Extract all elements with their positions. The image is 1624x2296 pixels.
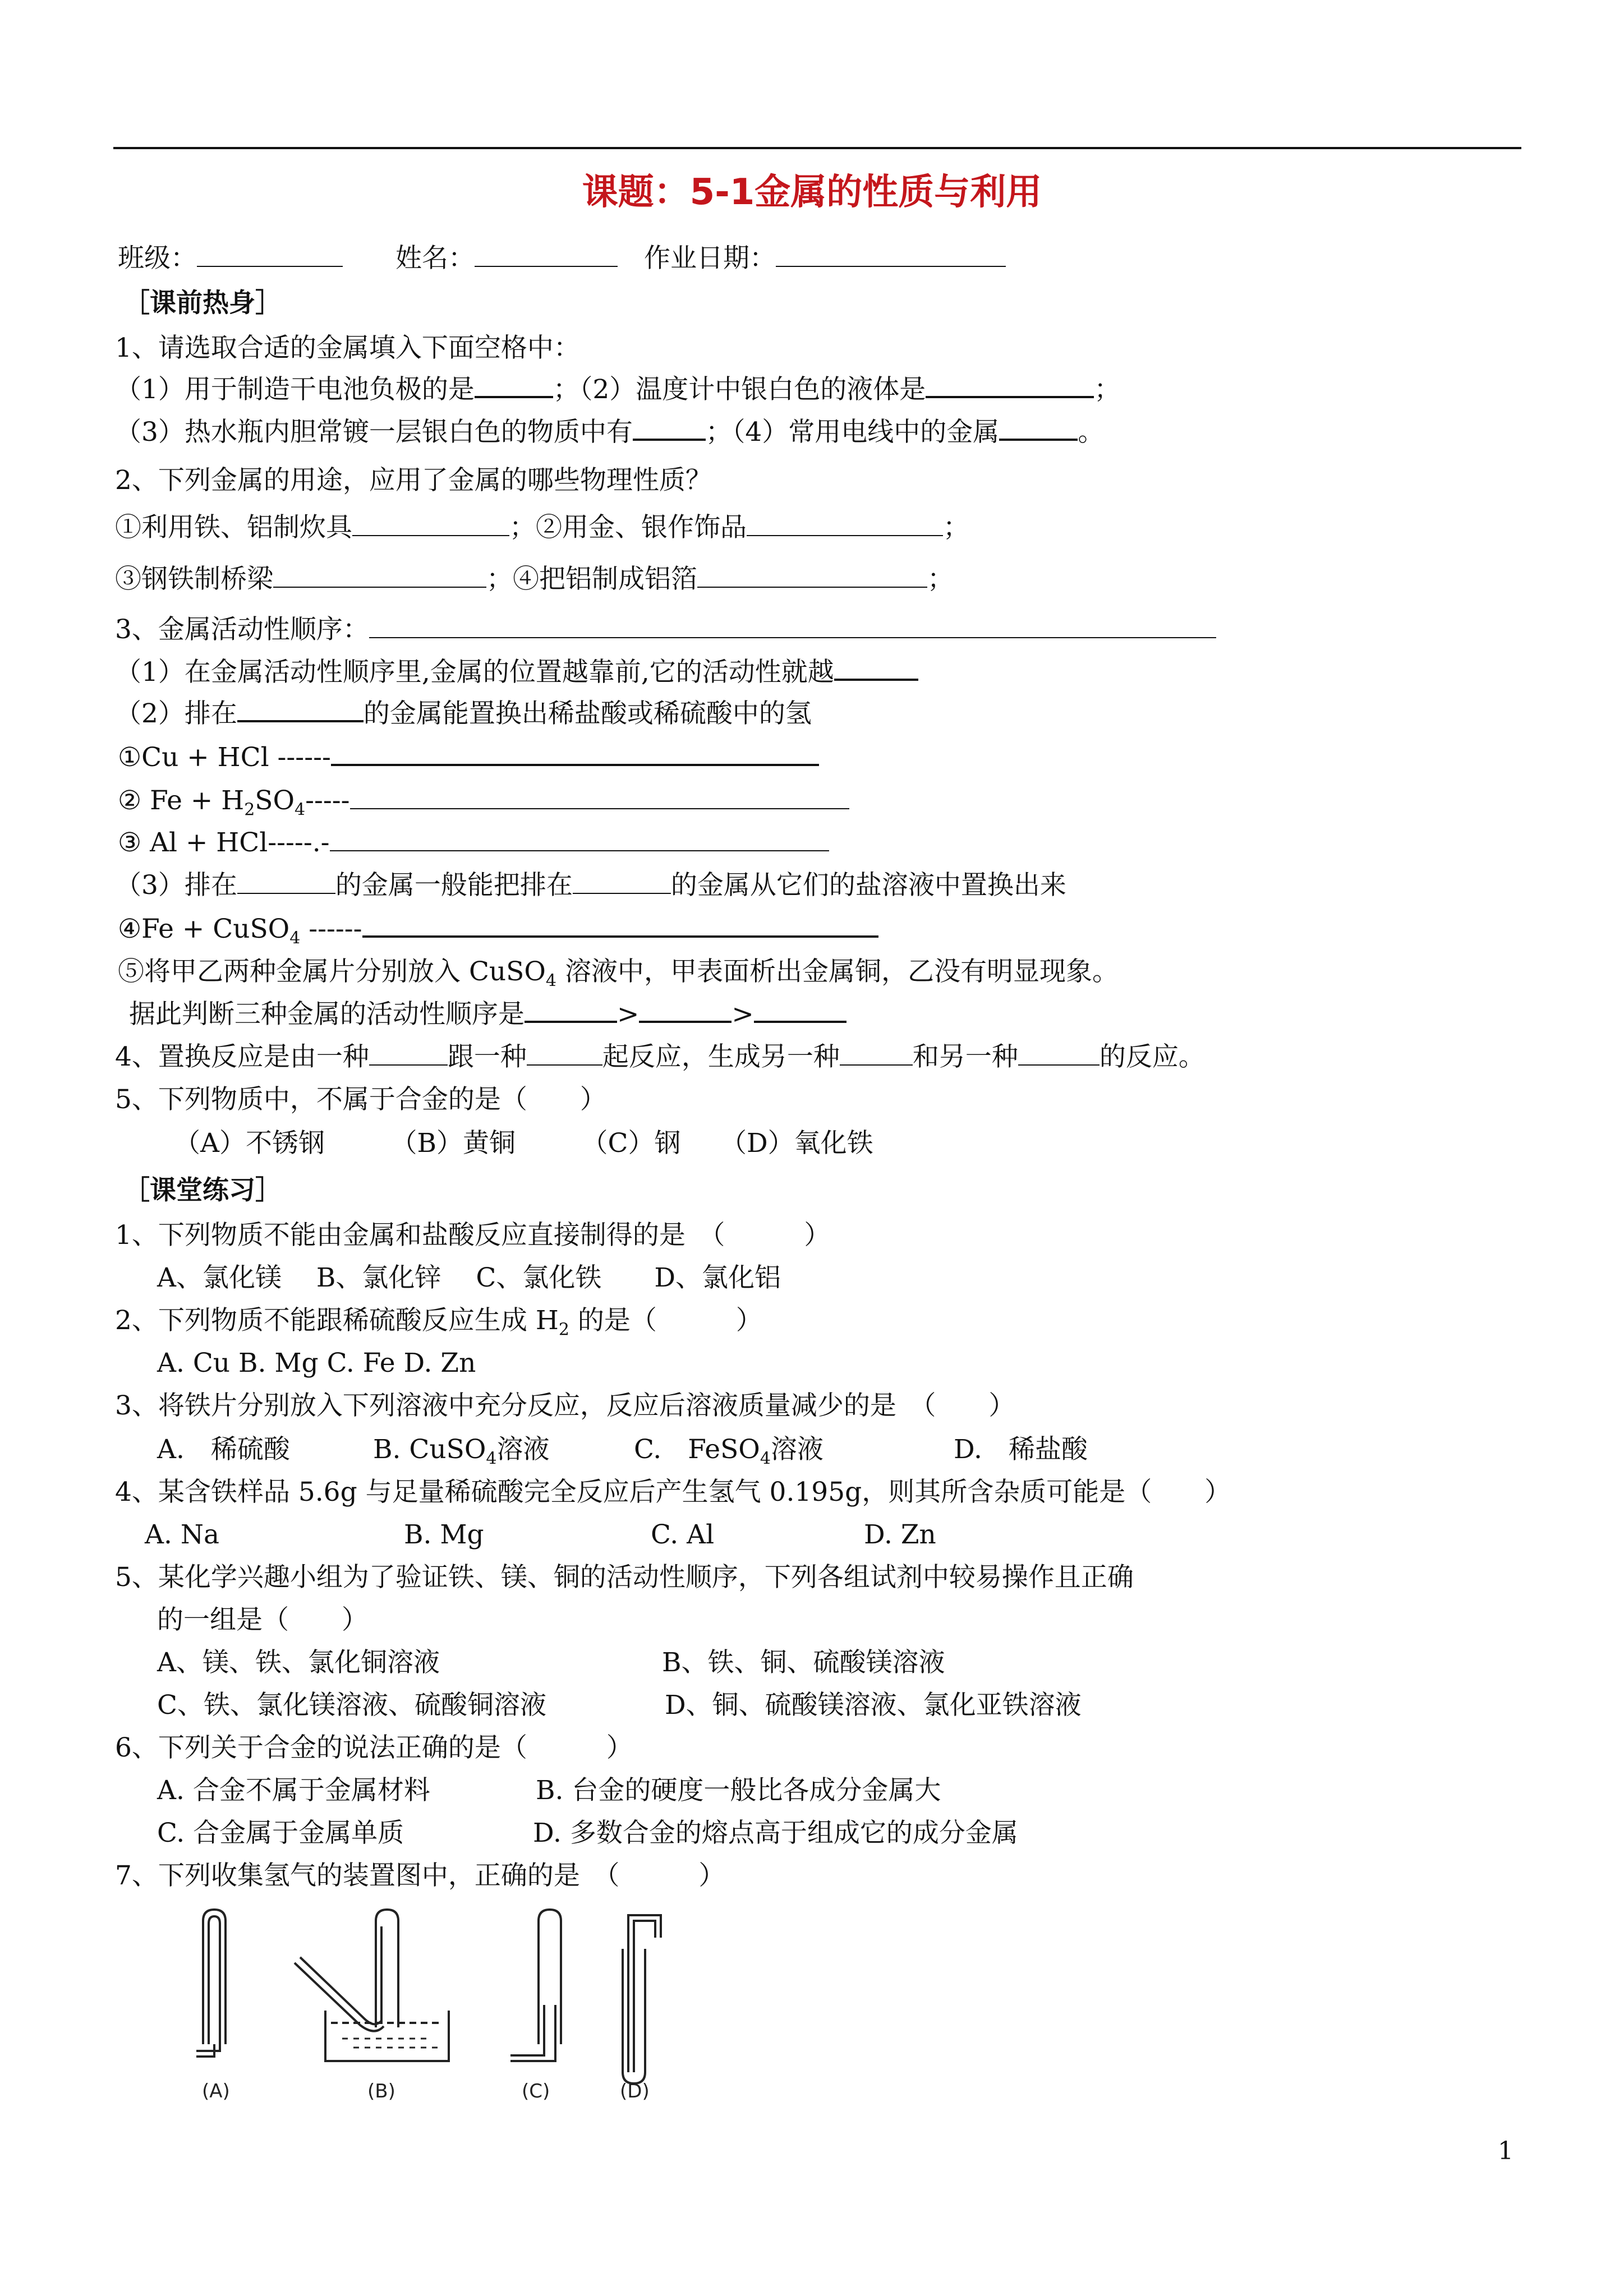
q2-part6: ； [927, 564, 954, 594]
practice-q3-option-b[interactable] [373, 1431, 549, 1477]
blank-back-metal[interactable] [573, 870, 671, 894]
blank-product-2[interactable] [1018, 1042, 1099, 1066]
practice-q4-stem: 4、某含铁样品 5.6g 与足量稀硫酸完全反应后产生氢气 0.195g，则其所含杂质可能是（ ） [115, 1477, 1231, 1507]
practice-q5-option-b[interactable]: B、铁、铜、硫酸镁溶液 [662, 1647, 945, 1678]
q3-r6-gt2: > [732, 999, 754, 1030]
warmup-q5-stem: 5、下列物质中，不属于合金的是（ ） [115, 1084, 606, 1115]
name-label: 姓名： [395, 243, 475, 274]
practice-heading: ［课堂练习］ [123, 1175, 282, 1206]
warmup-q3-s1 [115, 654, 918, 691]
reaction-4-post: ------ [300, 914, 362, 944]
q3-s2-text-b: 的金属能置换出稀盐酸或稀硫酸中的氢 [363, 698, 812, 729]
q2-part1: ①利用铁、铝制炊具 [115, 512, 352, 543]
q3-stem: 3、金属活动性顺序： [115, 614, 369, 645]
label-b: (B) [367, 2080, 395, 2103]
q4-text-a: 4、置换反应是由一种 [115, 1041, 369, 1072]
header-rule [113, 147, 1521, 149]
q1-part4: （3）热水瓶内胆常镀一层银白色的物质中有 [115, 417, 633, 448]
q2-part4: ③钢铁制桥梁 [115, 564, 273, 594]
q3-s2-text-a: （2）排在 [115, 698, 237, 729]
date-field[interactable] [776, 243, 1006, 267]
q2-part3: ； [943, 512, 969, 543]
warmup-q2-line2 [115, 561, 954, 598]
practice-q5-stem-1: 5、某化学兴趣小组为了验证铁、镁、铜的活动性顺序，下列各组试剂中较易操作且正确 [115, 1562, 1134, 1593]
reaction-4-sub: 4 [289, 928, 301, 948]
blank-jewelry-property[interactable] [747, 513, 943, 536]
reaction-2-sub2: 4 [295, 800, 306, 820]
practice-q3-option-d[interactable]: D. 稀盐酸 [954, 1434, 1088, 1465]
practice-q3-option-a[interactable]: A. 稀硫酸 [157, 1434, 290, 1465]
practice-q6-option-b[interactable]: B. 台金的硬度一般比各成分金属大 [536, 1775, 941, 1806]
q3-s3-text-c: 的金属从它们的盐溶液中置换出来 [670, 870, 1066, 901]
blank-order-1[interactable] [525, 998, 617, 1023]
blank-reaction-3[interactable] [330, 828, 829, 851]
q3-r6-text: 据此判断三种金属的活动性顺序是 [129, 999, 525, 1030]
warmup-q3-r5 [118, 953, 1119, 999]
practice-q3-option-c[interactable] [634, 1431, 823, 1477]
reaction-fe-h2so4 [118, 782, 849, 828]
warmup-q3-stem-line [115, 611, 1216, 648]
header-fields [118, 240, 1006, 277]
warmup-q1-stem: 1、请选取合适的金属填入下面空格中： [115, 333, 580, 363]
q3-opt-b-sub: 4 [486, 1449, 497, 1469]
class-field[interactable] [197, 243, 343, 267]
warmup-heading: ［课前热身］ [123, 288, 282, 319]
q3-r5-pre: ⑤将甲乙两种金属片分别放入 CuSO [118, 956, 546, 987]
label-a: (A) [202, 2080, 230, 2103]
q3-s3-text-b: 的金属一般能把排在 [335, 870, 573, 901]
q3-opt-b-pre: B. CuSO [373, 1434, 486, 1465]
reaction-2-post: ----- [305, 785, 350, 816]
practice-q5-stem-2: 的一组是（ ） [157, 1605, 368, 1635]
date-label: 作业日期： [644, 243, 776, 274]
label-d: (D) [620, 2080, 650, 2103]
q1-part1: （1）用于制造干电池负极的是 [115, 374, 475, 405]
q3-r5-sub: 4 [545, 971, 556, 991]
reaction-al-hcl [118, 824, 829, 861]
blank-cookware-property[interactable] [352, 513, 509, 536]
practice-q4-option-b[interactable]: B. Mg [404, 1519, 484, 1550]
warmup-q3-r6 [129, 996, 846, 1033]
practice-q6-option-c[interactable]: C. 合金属于金属单质 [157, 1818, 404, 1848]
blank-reaction-1[interactable] [331, 741, 819, 766]
reaction-3-text: ③ Al + HCl-----.- [118, 827, 330, 858]
practice-q5-option-a[interactable]: A、镁、铁、氯化铜溶液 [157, 1647, 440, 1678]
page-title: 课题：5-1金属的性质与利用 [582, 172, 1042, 213]
label-c: (C) [522, 2080, 550, 2103]
q4-text-e: 的反应。 [1099, 1041, 1205, 1072]
blank-thermos-coating[interactable] [633, 416, 706, 441]
q3-opt-b-post: 溶液 [496, 1434, 550, 1465]
blank-thermometer-liquid[interactable] [926, 374, 1094, 398]
practice-q4-option-d[interactable]: D. Zn [864, 1519, 936, 1550]
practice-q2-post: 的是（ ） [569, 1305, 762, 1336]
q3-opt-c-pre: C. FeSO [634, 1434, 760, 1465]
warmup-q4 [115, 1039, 1205, 1076]
blank-reactant-1[interactable] [369, 1042, 448, 1066]
reaction-2-sub1: 2 [244, 800, 255, 820]
reaction-2-pre: ② Fe + H [118, 785, 245, 816]
page-number: 1 [1498, 2137, 1513, 2165]
practice-q5-option-d[interactable]: D、铜、硫酸镁溶液、氯化亚铁溶液 [665, 1690, 1082, 1721]
practice-q4-option-a[interactable]: A. Na [145, 1519, 219, 1550]
q1-part5: ；（4）常用电线中的金属 [705, 417, 1000, 448]
practice-q3-stem: 3、将铁片分别放入下列溶液中充分反应，反应后溶液质量减少的是 （ ） [115, 1390, 1015, 1421]
warmup-q1-line1 [115, 371, 1120, 408]
q3-s1-text: （1）在金属活动性顺序里,金属的位置越靠前,它的活动性就越 [115, 657, 834, 688]
practice-q6-option-a[interactable]: A. 合金不属于金属材料 [157, 1775, 430, 1806]
blank-battery-negative[interactable] [475, 374, 553, 398]
blank-hydrogen-position[interactable] [237, 698, 364, 722]
q2-part2: ；②用金、银作饰品 [509, 512, 747, 543]
practice-q2-pre: 2、下列物质不能跟稀硫酸反应生成 H [115, 1305, 559, 1336]
q1-part6: 。 [1078, 417, 1105, 448]
q3-r6-gt1: > [617, 999, 640, 1030]
practice-q6-option-d[interactable]: D. 多数合金的熔点高于组成它的成分金属 [533, 1818, 1018, 1848]
q3-opt-c-sub: 4 [760, 1449, 771, 1469]
blank-bridge-property[interactable] [273, 564, 486, 588]
q3-r5-post: 溶液中，甲表面析出金属铜，乙没有明显现象。 [556, 956, 1119, 987]
blank-activity-series[interactable] [369, 615, 1216, 638]
class-label: 班级： [118, 243, 197, 274]
gas-collection-figure [196, 1904, 668, 2106]
practice-q2-options[interactable]: A. Cu B. Mg C. Fe D. Zn [157, 1348, 476, 1378]
q4-text-d: 和另一种 [912, 1041, 1018, 1072]
warmup-q2-line1 [115, 509, 969, 546]
practice-q4-option-c[interactable]: C. Al [651, 1519, 715, 1550]
blank-reaction-2[interactable] [350, 786, 849, 809]
practice-q5-option-c[interactable]: C、铁、氯化镁溶液、硫酸铜溶液 [157, 1690, 546, 1721]
practice-q6-stem: 6、下列关于合金的说法正确的是（ ） [115, 1732, 633, 1763]
apparatus-diagram [196, 1904, 668, 2106]
q4-text-c: 起反应，生成另一种 [602, 1041, 840, 1072]
practice-q1-stem: 1、下列物质不能由金属和盐酸反应直接制得的是 （ ） [115, 1220, 831, 1251]
warmup-q2-stem: 2、下列金属的用途，应用了金属的哪些物理性质？ [115, 465, 712, 496]
practice-q1-options[interactable]: A、氯化镁 B、氯化锌 C、氯化铁 D、氯化铝 [157, 1262, 781, 1293]
q1-part3: ； [1094, 374, 1121, 405]
warmup-q5-options[interactable]: （A）不锈钢 （B）黄铜 （C）钢 （D）氧化铁 [174, 1128, 873, 1159]
blank-foil-property[interactable] [697, 564, 927, 588]
apparatus-c [539, 1910, 561, 2044]
practice-q2-stem [115, 1302, 762, 1348]
reaction-4-pre: ④Fe + CuSO [118, 914, 290, 944]
warmup-q3-s2 [115, 695, 812, 732]
q2-part5: ；④把铝制成铝箔 [486, 564, 697, 594]
q1-part2: ；（2）温度计中银白色的液体是 [553, 374, 926, 405]
reaction-2-mid: SO [255, 785, 295, 816]
blank-reaction-4[interactable] [362, 913, 878, 938]
practice-q2-sub: 2 [558, 1320, 569, 1340]
reaction-fe-cuso4 [118, 911, 878, 957]
reaction-cu-hcl [118, 739, 819, 776]
blank-order-2[interactable] [639, 998, 732, 1023]
blank-product-1[interactable] [840, 1042, 913, 1066]
q3-opt-c-post: 溶液 [770, 1434, 823, 1465]
blank-activity-more[interactable] [834, 656, 918, 681]
name-field[interactable] [475, 243, 618, 267]
blank-wire-metal[interactable] [999, 416, 1078, 441]
blank-order-3[interactable] [754, 998, 846, 1023]
blank-reactant-2[interactable] [527, 1042, 602, 1066]
apparatus-a [203, 1910, 226, 2044]
warmup-q3-s3 [115, 867, 1066, 904]
practice-q7-stem: 7、下列收集氢气的装置图中，正确的是 （ ） [115, 1860, 725, 1891]
warmup-q1-line2 [115, 414, 1104, 451]
blank-front-metal[interactable] [237, 870, 335, 894]
apparatus-b [325, 2011, 449, 2061]
reaction-cu-hcl-text: ①Cu + HCl ------ [118, 742, 331, 773]
q4-text-b: 跟一种 [447, 1041, 527, 1072]
q3-s3-text-a: （3）排在 [115, 870, 237, 901]
